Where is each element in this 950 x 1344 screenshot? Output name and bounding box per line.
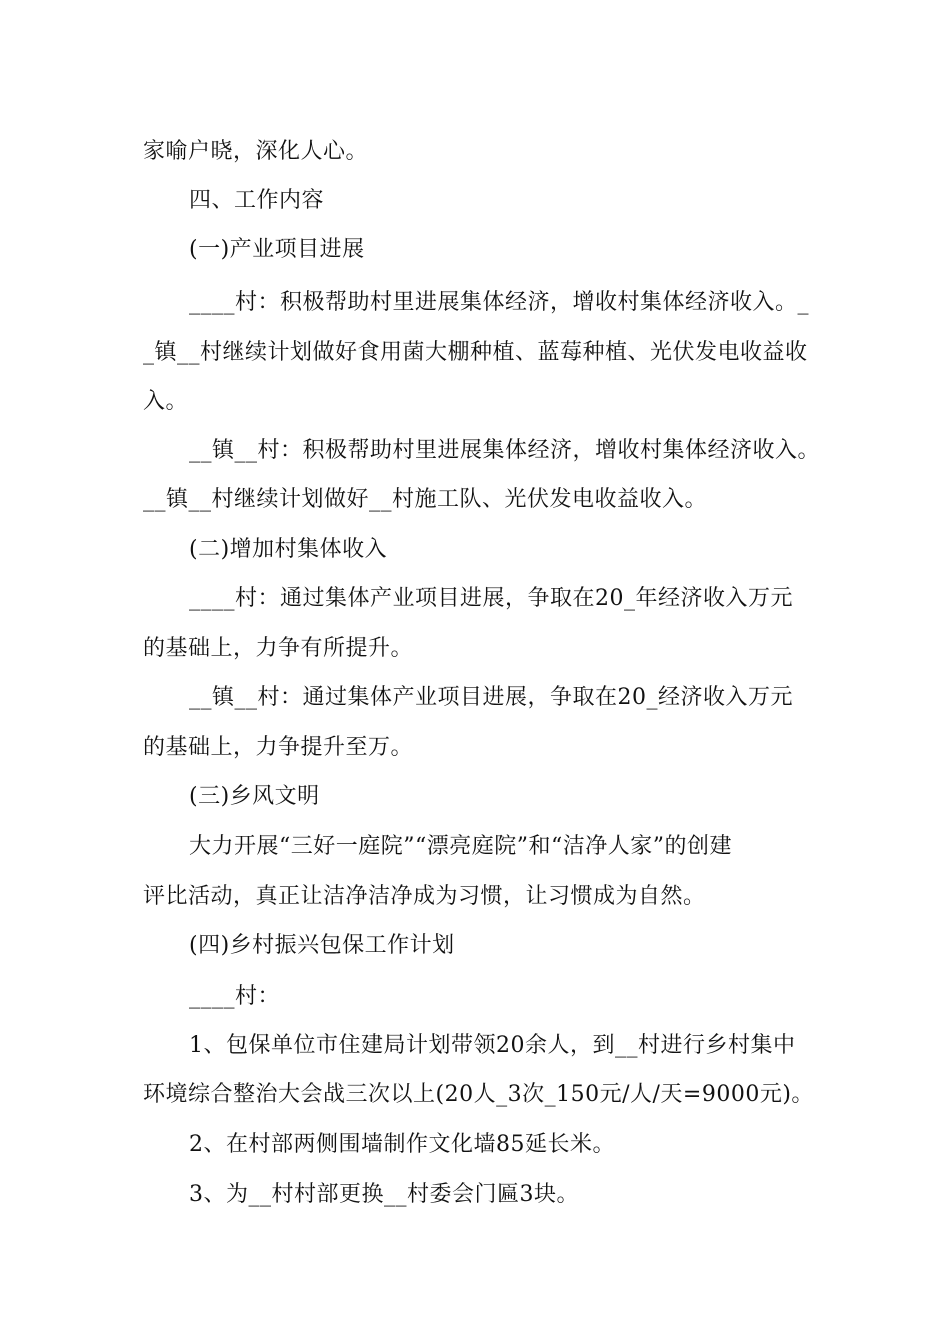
paragraph-line: 入。 [143,389,189,414]
subheading-revitalization-plan: (四)乡村振兴包保工作计划 [189,933,455,958]
list-item-3: 3、为__村村部更换__村委会门匾3块。 [189,1182,579,1207]
paragraph-line: ____村：通过集体产业项目进展，争取在20_年经济收入万元 [189,586,793,611]
list-item-1: 1、包保单位市住建局计划带领20余人，到__村进行乡村集中 [189,1033,796,1058]
paragraph-line: __镇__村：积极帮助村里进展集体经济，增收村集体经济收入。 [189,438,821,463]
paragraph-line: 的基础上，力争有所提升。 [143,636,414,661]
list-item-2: 2、在村部两侧围墙制作文化墙85延长米。 [189,1132,615,1157]
paragraph-line: ____村：积极帮助村里进展集体经济，增收村集体经济收入。_ [189,290,810,315]
paragraph-continuation: 家喻户晓，深化人心。 [143,139,369,164]
paragraph-line: _镇__村继续计划做好食用菌大棚种植、蓝莓种植、光伏发电收益收 [143,340,808,365]
paragraph-line: 环境综合整治大会战三次以上(20人_3次_150元/人/天=9000元)。 [143,1082,814,1107]
subheading-collective-income: (二)增加村集体收入 [189,537,388,562]
subheading-rural-civility: (三)乡风文明 [189,784,320,809]
paragraph-line: 的基础上，力争提升至万。 [143,735,414,760]
paragraph-line: __镇__村：通过集体产业项目进展，争取在20_经济收入万元 [189,685,793,710]
subheading-industry-projects: (一)产业项目进展 [189,237,365,262]
paragraph-line: 大力开展“三好一庭院”“漂亮庭院”和“洁净人家”的创建 [189,834,732,859]
paragraph-line: __镇__村继续计划做好__村施工队、光伏发电收益收入。 [143,487,708,512]
paragraph-line: ____村： [189,984,281,1009]
section-heading-work-content: 四、工作内容 [189,188,325,213]
paragraph-line: 评比活动，真正让洁净洁净成为习惯，让习惯成为自然。 [143,884,706,909]
